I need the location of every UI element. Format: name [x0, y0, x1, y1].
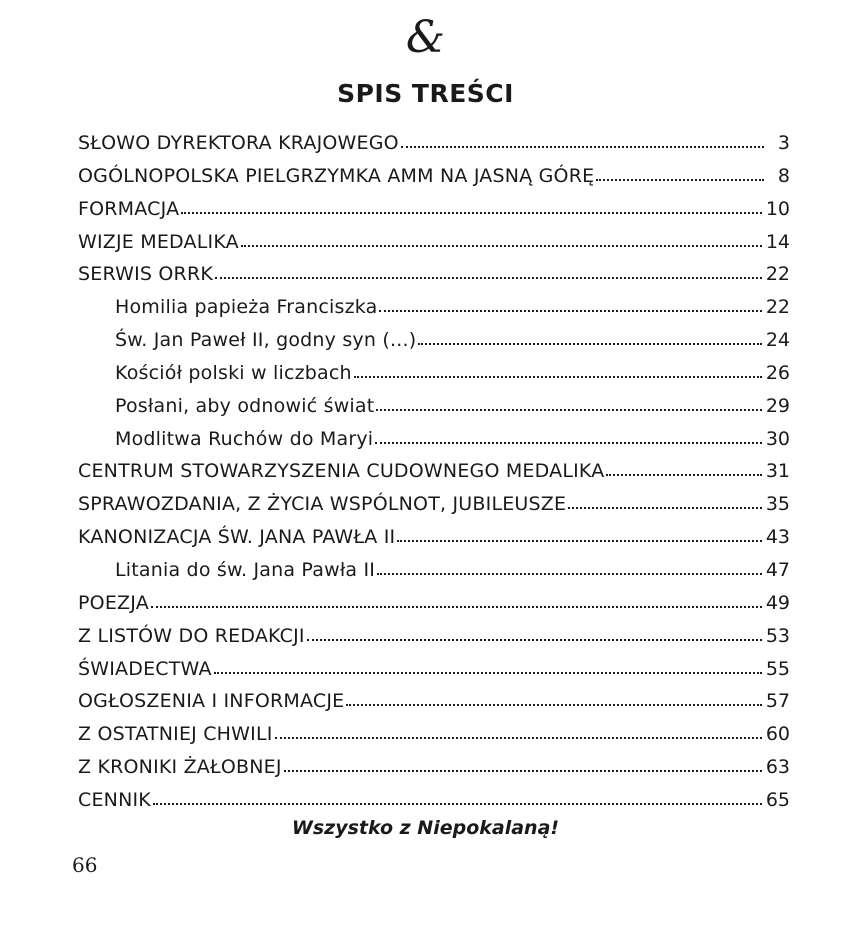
- toc-entry-label: SŁOWO DYREKTORA KRAJOWEGO: [78, 132, 399, 154]
- toc-entry-page: 55: [765, 657, 790, 680]
- toc-entry: [78, 521, 790, 554]
- toc-entry-label: WIZJE MEDALIKA: [78, 230, 239, 253]
- dot-leader: [379, 310, 761, 312]
- dot-leader: [346, 704, 761, 706]
- dot-leader: [153, 803, 762, 805]
- dot-leader: [241, 245, 762, 247]
- dot-leader: [606, 474, 761, 476]
- toc-entry-page: 53: [765, 624, 790, 647]
- toc-entry: [78, 160, 790, 193]
- toc-entry-label: ŚWIADECTWA: [78, 657, 212, 680]
- toc-entry-page: 30: [765, 427, 790, 450]
- toc-entry-page: 63: [765, 756, 790, 779]
- toc-entry-label: SPRAWOZDANIA, Z ŻYCIA WSPÓLNOT, JUBILEUSZE: [78, 493, 567, 516]
- toc-entry: [78, 455, 790, 488]
- page-number: 66: [72, 853, 98, 877]
- dot-leader: [354, 376, 762, 378]
- toc-entry-page: 60: [765, 723, 790, 746]
- toc-entry-label: Z KRONIKI ŻAŁOBNEJ: [78, 756, 282, 779]
- motto: Wszystko z Niepokalaną!: [291, 817, 560, 839]
- toc-entry-page: 29: [765, 394, 790, 417]
- toc-entry-label: OGÓLNOPOLSKA PIELGRZYMKA AMM NA JASNĄ GÓRĘ: [78, 164, 595, 187]
- toc-entry-label: POEZJA: [78, 591, 149, 614]
- toc-entry: [78, 587, 790, 620]
- toc-subentry: [78, 324, 790, 357]
- toc-entry: [78, 258, 790, 291]
- dot-leader: [596, 179, 764, 181]
- dot-leader: [307, 639, 762, 641]
- toc-entry-page: 8: [777, 164, 790, 187]
- toc-entry-page: 65: [765, 788, 790, 811]
- toc-entry-page: 31: [765, 460, 790, 483]
- toc-entry: [78, 226, 790, 259]
- toc-entry: [78, 685, 790, 718]
- dot-leader: [181, 212, 762, 214]
- toc-entry-label: Posłani, aby odnowić świat: [115, 394, 375, 417]
- toc-entry-label: Kościół polski w liczbach: [115, 361, 352, 384]
- dot-leader: [568, 507, 762, 509]
- table-of-contents: [78, 127, 790, 817]
- toc-entry: [78, 620, 790, 653]
- toc-entry: [78, 127, 790, 160]
- ampersand-ornament: &: [405, 12, 446, 63]
- toc-entry-label: Litania do św. Jana Pawła II: [115, 558, 376, 581]
- toc-entry-label: OGŁOSZENIA I INFORMACJE: [78, 690, 345, 713]
- dot-leader: [215, 277, 762, 279]
- toc-entry: [78, 751, 790, 784]
- toc-subentry: [78, 554, 790, 587]
- dot-leader: [376, 409, 761, 411]
- toc-entry-label: FORMACJA: [78, 197, 180, 220]
- toc-entry-label: CENTRUM STOWARZYSZENIA CUDOWNEGO MEDALIKA: [78, 460, 605, 483]
- toc-entry-label: Z OSTATNIEJ CHWILI: [78, 723, 273, 746]
- dot-leader: [151, 606, 762, 608]
- toc-entry-page: 3: [777, 132, 790, 154]
- toc-subentry: [78, 423, 790, 456]
- dot-leader: [375, 442, 762, 444]
- toc-entry-page: 49: [765, 591, 790, 614]
- toc-subentry: [78, 390, 790, 423]
- dot-leader: [418, 343, 762, 345]
- dot-leader: [214, 672, 762, 674]
- toc-entry-page: 10: [765, 197, 790, 220]
- toc-subentry: [78, 291, 790, 324]
- dot-leader: [377, 573, 762, 575]
- toc-entry-page: 14: [765, 230, 790, 253]
- toc-entry-label: Z LISTÓW DO REDAKCJI: [78, 624, 305, 647]
- dot-leader: [397, 540, 761, 542]
- toc-subentry: [78, 357, 790, 390]
- toc-entry-page: 26: [765, 361, 790, 384]
- toc-entry: [78, 653, 790, 686]
- toc-entry-page: 57: [765, 690, 790, 713]
- toc-entry: [78, 488, 790, 521]
- dot-leader: [401, 146, 764, 148]
- toc-entry-page: 22: [765, 296, 790, 319]
- page-title: SPIS TREŚCI: [337, 79, 514, 108]
- dot-leader: [275, 737, 762, 739]
- toc-entry-label: KANONIZACJA ŚW. JANA PAWŁA II: [78, 526, 396, 549]
- toc-entry-label: SERWIS ORRK: [78, 263, 214, 286]
- toc-entry-page: 24: [765, 329, 790, 352]
- toc-entry-label: Homilia papieża Franciszka: [115, 296, 378, 319]
- toc-entry: [78, 784, 790, 817]
- toc-entry-page: 35: [765, 493, 790, 516]
- toc-entry-page: 47: [765, 558, 790, 581]
- toc-entry-page: 43: [765, 526, 790, 549]
- toc-entry: [78, 718, 790, 751]
- toc-entry-label: Św. Jan Paweł II, godny syn (...): [115, 329, 417, 352]
- toc-entry-page: 22: [765, 263, 790, 286]
- dot-leader: [284, 770, 762, 772]
- toc-entry: [78, 193, 790, 226]
- toc-entry-label: CENNIK: [78, 788, 151, 811]
- toc-entry-label: Modlitwa Ruchów do Maryi: [115, 427, 374, 450]
